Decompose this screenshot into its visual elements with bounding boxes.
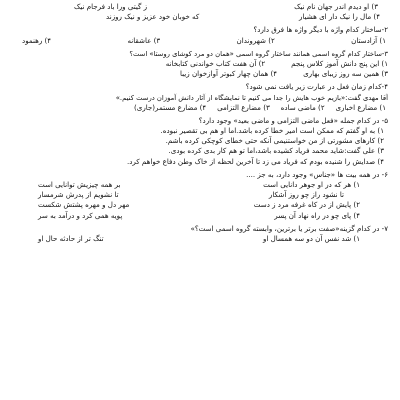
verse-hemistich: ۴) پای چو در راه نهاد آن پسر xyxy=(274,210,360,220)
option: ۳) علی گفت:شاید محمد فریاد کشیده باشد،اما تو هم کار بدی کرده بودی. xyxy=(168,146,384,156)
question-2: ۲-ساختار کدام واژه با دیگر واژه ها فرق دارد؟ xyxy=(253,25,388,35)
verse-hemistich: ۴) مال را نیک دار ای هشیار xyxy=(299,12,380,22)
options-row xyxy=(14,36,388,46)
option: ۱) آزادستان xyxy=(351,35,386,45)
verse-hemistich: تنگ تر از حادثه حال او xyxy=(38,233,104,243)
question-4-text: آقا مهدی گفت:«بازیم خوب هایش را جدا می کنیم تا نمایشگاه از آثار دانش آموزان درست کنیم.» xyxy=(115,93,388,102)
verse-line xyxy=(14,200,388,210)
question-6: ۶- در همه بیت ها «جناس» وجود دارد، به جز .... xyxy=(246,169,388,179)
option: ۴) همان چهار کبوتر آوازخوان زیبا xyxy=(179,69,278,79)
option: ۴) مضارع مستمر(جاری) xyxy=(134,102,207,112)
verse-hemistich: ۱) شد نفس آن دو سه همسال او xyxy=(262,233,360,243)
verse-line xyxy=(14,180,388,190)
option: ۱) به او گفتم که ممکن است امیر خطا کرده باشد.اما او هم بی تقصیر نبوده. xyxy=(160,126,384,136)
verse-line xyxy=(14,211,388,221)
verse-hemistich: بر همه چیزیش توانایی است xyxy=(38,180,121,189)
verse-line xyxy=(14,190,388,200)
verse-hemistich: ز گیتی ورا باد فرجام نیک xyxy=(74,2,148,11)
verse-hemistich: تا نشویم از پدرش شرمسار xyxy=(38,190,119,200)
question-7: ۷- در کدام گزینه«صفت برتر یا برترین، وابسته گروه اسمی است؟» xyxy=(190,223,388,233)
verse-hemistich: که خوبان خود عزیز و نیک روزند xyxy=(106,12,200,22)
verse-hemistich: ۱) هر که در او جوهر دانایی است xyxy=(263,180,360,189)
options-row xyxy=(14,69,388,79)
verse-hemistich: ۲) پایش از در کاه غرفه مرد ز دست xyxy=(253,200,360,210)
option: ۱) مضارع اخباری xyxy=(335,102,386,112)
question-3: ۳-ساختار کدام گروه اسمی همانند ساختار گروه اسمی «همان دو مرد کوشای روستا» است؟ xyxy=(129,49,388,58)
question-5: ۵- در کدام جمله «فعل ماضی التزامی و ماضی بعید» وجود دارد؟ xyxy=(198,115,388,125)
options-row xyxy=(14,59,388,69)
option: ۲) شهروندان xyxy=(236,35,275,45)
option: ۳) همین سه روز زیبای بهاری xyxy=(303,69,388,79)
option: ۳) مضارع التزامی xyxy=(217,102,270,112)
options-row xyxy=(14,103,388,113)
option: ۲) ماضی ساده xyxy=(280,102,325,112)
verse-line xyxy=(14,2,388,12)
question-4: ۴-کدام زمان فعل در عبارت زیر یافت نمی شود؟ xyxy=(245,82,388,92)
verse-hemistich: پویه همی کرد و درآمد به سر xyxy=(38,210,123,220)
verse-hemistich: مهر دل و مهره پشتش شکست xyxy=(38,200,130,210)
verse-hemistich: تا نشود راز چو روز آشکار xyxy=(268,190,344,200)
verse-hemistich: ۳) او دیدم اندر جهان نام نیک xyxy=(294,2,378,11)
verse-line xyxy=(14,234,388,244)
option: ۱) این پنج دانش آموز کلاس پنجم xyxy=(291,58,388,68)
option: ۴) صدایش را شنیده بودم که فریاد می زد تا آخرین لحظه از خاک وطن دفاع خواهم کرد. xyxy=(126,156,384,166)
option: ۲) کارهای مشورتی از من خواستنیمی آنکه حتی خطای کوچکی کرده باشم. xyxy=(165,136,384,146)
verse-line xyxy=(14,12,388,22)
option: ۲) آن هفت کتاب خواندنی کتابخانه xyxy=(165,58,266,68)
option: ۴) رهنمود xyxy=(22,35,52,45)
option: ۳) عاشقانه xyxy=(127,35,161,45)
